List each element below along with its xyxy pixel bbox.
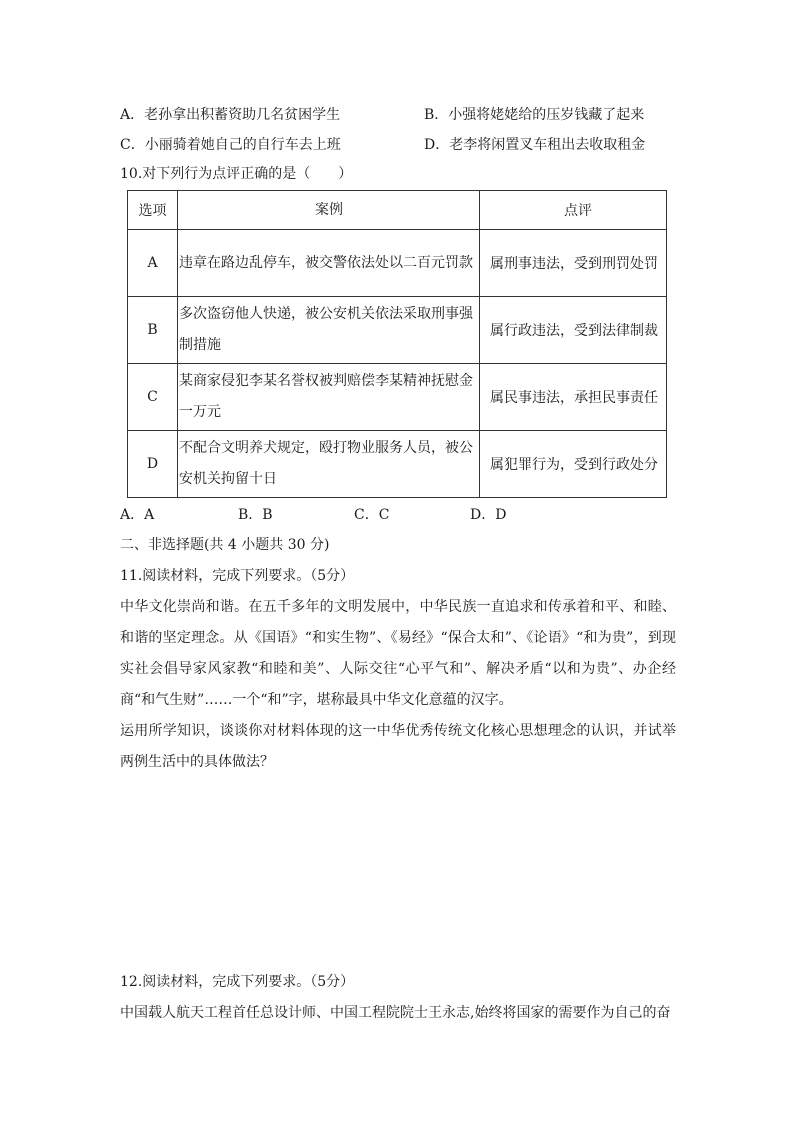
q10-answer-a: A．A bbox=[120, 507, 155, 523]
row-case: 多次盗窃他人快递，被公安机关依法采取刑事强制措施 bbox=[178, 297, 480, 364]
header-option: 选项 bbox=[128, 191, 178, 230]
table-header-row bbox=[128, 191, 667, 230]
row-comment: 属行政违法，受到法律制裁 bbox=[480, 297, 667, 364]
q11-stem: 11.阅读材料，完成下列要求。（5分） bbox=[120, 568, 355, 584]
header-comment: 点评 bbox=[480, 191, 667, 230]
q9-option-d: D．老李将闲置叉车租出去收取租金 bbox=[424, 137, 646, 153]
row-case: 违章在路边乱停车，被交警依法处以二百元罚款 bbox=[178, 230, 480, 297]
table-row bbox=[128, 364, 667, 431]
q9-option-c: C．小丽骑着她自己的自行车去上班 bbox=[120, 137, 341, 153]
row-case: 不配合文明养犬规定，殴打物业服务人员，被公安机关拘留十日 bbox=[178, 431, 480, 498]
q11-material: 中华文化崇尚和谐。在五千多年的文明发展中，中华民族一直追求和传承着和平、和睦、和谐的坚定理念。从《国语》“和实生物”、《易经》“保合太和”、《论语》“和为贵”，到现实社会倡导家风家教“和睦和美”、人际交往“心平气和”、解决矛盾“以和为贵”、办企经商“和气生财”……一个“和”字，堪称最具中华文化意蕴的汉字。 bbox=[120, 599, 676, 708]
table-row bbox=[128, 230, 667, 297]
q9-option-a: A．老孙拿出积蓄资助几名贫困学生 bbox=[120, 107, 341, 123]
q11-question: 运用所学知识，谈谈你对材料体现的这一中华优秀传统文化核心思想理念的认识，并试举两例生活中的具体做法？ bbox=[120, 723, 676, 770]
row-comment: 属刑事违法，受到刑罚处罚 bbox=[480, 230, 667, 297]
q10-table bbox=[127, 190, 667, 498]
row-comment: 属犯罪行为，受到行政处分 bbox=[480, 431, 667, 498]
q9-options-row-1 bbox=[120, 104, 680, 124]
table-row bbox=[128, 297, 667, 364]
q10-answer-c: C．C bbox=[354, 507, 390, 523]
table-row bbox=[128, 431, 667, 498]
header-case: 案例 bbox=[178, 191, 480, 230]
q10-stem: 10.对下列行为点评正确的是（ ） bbox=[120, 166, 353, 182]
row-comment: 属民事违法，承担民事责任 bbox=[480, 364, 667, 431]
row-case: 某商家侵犯李某名誉权被判赔偿李某精神抚慰金一万元 bbox=[178, 364, 480, 431]
q10-answer-b: B．B bbox=[238, 507, 273, 523]
row-option: A bbox=[128, 230, 178, 297]
section-2-title: 二、非选择题(共 4 小题共 30 分) bbox=[120, 537, 330, 553]
row-option: D bbox=[128, 431, 178, 498]
row-option: B bbox=[128, 297, 178, 364]
q12-material: 中国载人航天工程首任总设计师、中国工程院院士王永志,始终将国家的需要作为自己的奋 bbox=[120, 1005, 671, 1021]
q12-stem: 12.阅读材料，完成下列要求。（5分） bbox=[120, 974, 355, 990]
q10-answer-d: D．D bbox=[470, 507, 507, 523]
q9-options-row-2 bbox=[120, 134, 680, 154]
row-option: C bbox=[128, 364, 178, 431]
q10-answer-options bbox=[120, 504, 680, 524]
q9-option-b: B．小强将姥姥给的压岁钱藏了起来 bbox=[424, 107, 645, 123]
